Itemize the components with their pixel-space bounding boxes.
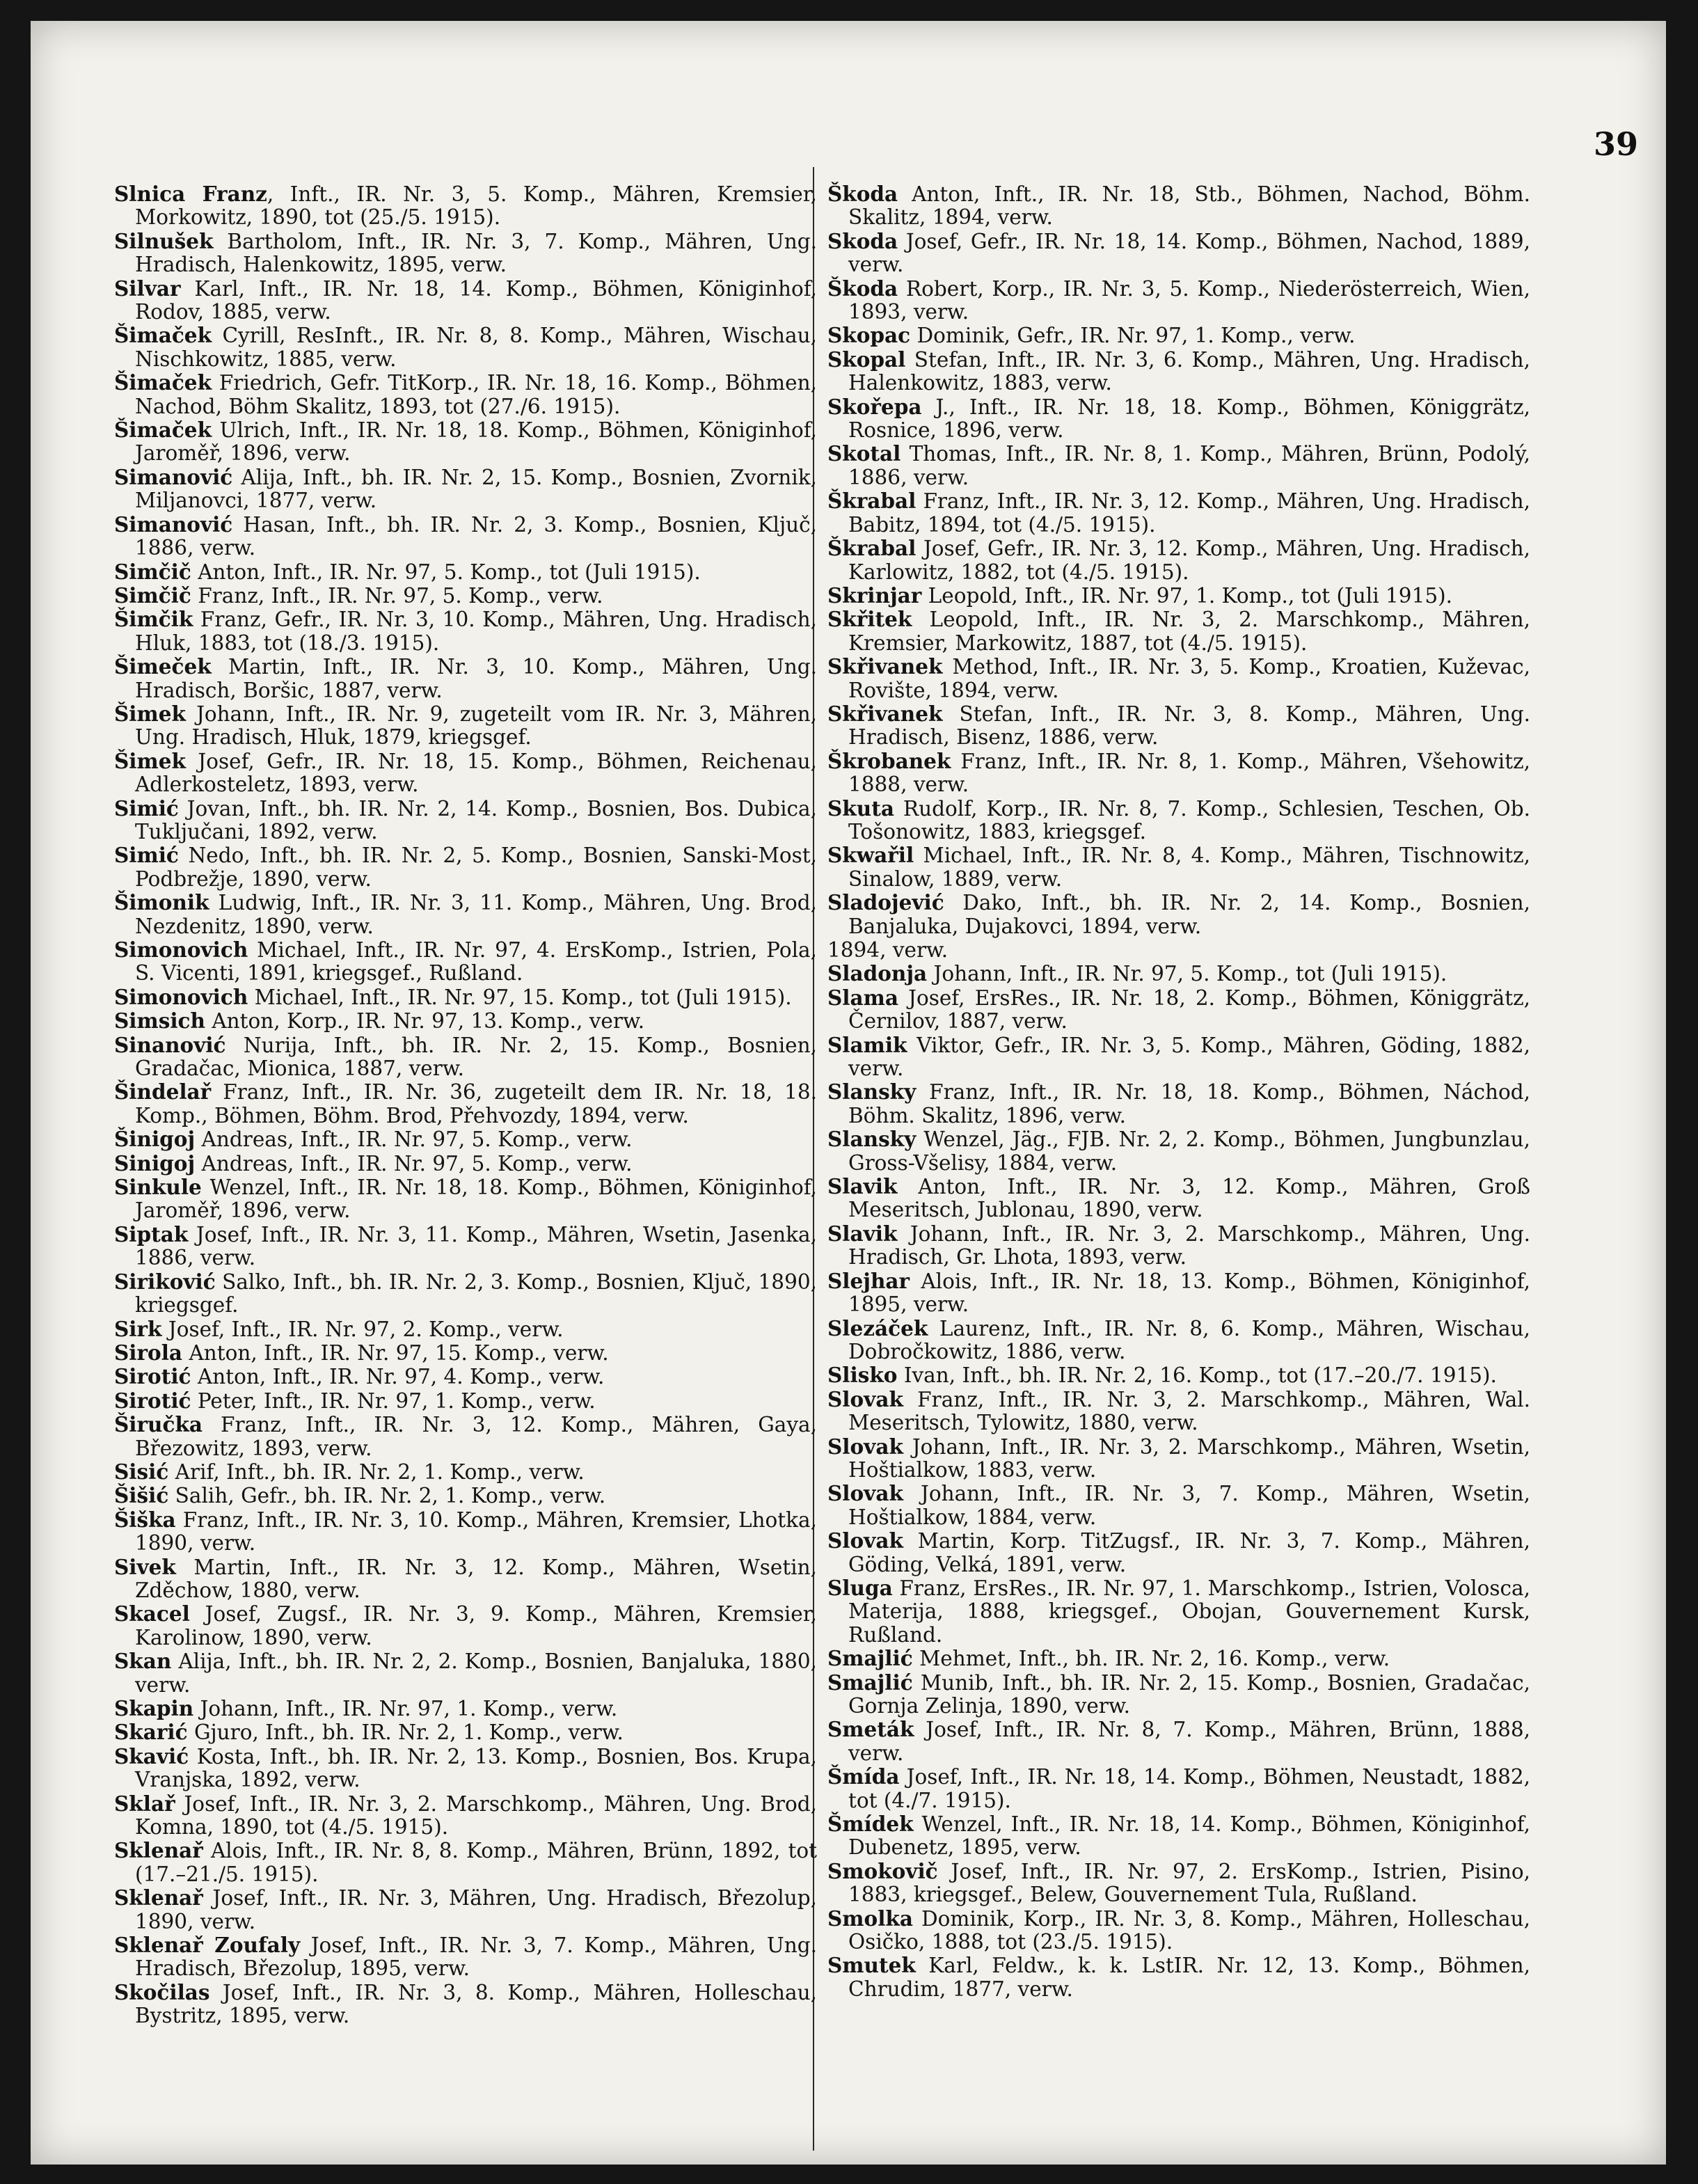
entry-surname: Šimeček <box>114 654 212 679</box>
register-entry <box>114 1034 817 1081</box>
entry-surname: Sirk <box>114 1316 162 1341</box>
entry-details: Johann, Inft., IR. Nr. 3, 7. Komp., Mähren, Wsetin, Hoštialkow, 1884, verw. <box>848 1482 1530 1529</box>
register-entry <box>827 1363 1530 1387</box>
register-entry <box>114 1792 817 1839</box>
register-entry <box>114 1317 817 1341</box>
entry-details: Hasan, Inft., bh. IR. Nr. 2, 3. Komp., Bosnien, Ključ, 1886, verw. <box>135 512 817 560</box>
register-entry <box>114 1886 817 1933</box>
register-entry <box>114 1152 817 1176</box>
entry-details: Johann, Inft., IR. Nr. 97, 1. Komp., verw. <box>193 1697 618 1720</box>
entry-surname: Slejhar <box>827 1268 910 1293</box>
entry-details: Salko, Inft., bh. IR. Nr. 2, 3. Komp., Bosnien, Ključ, 1890, kriegsgef. <box>135 1269 817 1317</box>
entry-surname: Skavić <box>114 1743 189 1768</box>
entry-surname: Sirotić <box>114 1388 191 1413</box>
entry-surname: Slovak <box>827 1434 903 1459</box>
register-entry <box>114 1508 817 1556</box>
entry-details: Arif, Inft., bh. IR. Nr. 2, 1. Komp., verw. <box>168 1459 585 1484</box>
entry-surname: Skwařil <box>827 843 914 868</box>
entry-details: Wenzel, Jäg., FJB. Nr. 2, 2. Komp., Böhmen, Jungbunzlau, Gross-Všelisy, 1884, verw. <box>848 1127 1530 1175</box>
register-entry <box>827 938 1530 962</box>
entry-details: Franz, Inft., IR. Nr. 97, 5. Komp., verw. <box>191 583 603 608</box>
register-entry <box>827 1954 1530 2001</box>
entry-surname: Slansky <box>827 1127 917 1152</box>
entry-details: Josef, Inft., IR. Nr. 8, 7. Komp., Mähren, Brünn, 1888, verw. <box>848 1718 1530 1765</box>
entry-details: Andreas, Inft., IR. Nr. 97, 5. Komp., verw. <box>195 1127 633 1152</box>
entry-details: Anton, Korp., IR. Nr. 97, 13. Komp., verw. <box>205 1009 645 1034</box>
register-entry <box>827 1034 1530 1081</box>
entry-details: Dominik, Korp., IR. Nr. 3, 8. Komp., Mähren, Holleschau, Osičko, 1888, tot (23./5. 1915). <box>848 1906 1530 1954</box>
entry-details: Rudolf, Korp., IR. Nr. 8, 7. Komp., Schlesien, Teschen, Ob. Tošonowitz, 1883, kriegsgef. <box>848 796 1530 844</box>
entry-details: Johann, Inft., IR. Nr. 97, 5. Komp., tot (Juli 1915). <box>927 962 1447 986</box>
register-entry <box>114 560 817 584</box>
entry-surname: Simić <box>114 843 179 868</box>
entry-surname: Šmída <box>827 1764 900 1789</box>
entry-surname: Skopac <box>827 323 911 348</box>
entry-details: Ivan, Inft., bh. IR. Nr. 2, 16. Komp., tot (17.–20./7. 1915). <box>897 1363 1497 1388</box>
entry-surname: Skan <box>114 1649 172 1674</box>
entry-surname: Skotal <box>827 441 901 466</box>
entry-surname: Šmídek <box>827 1812 914 1837</box>
entry-details: Johann, Inft., IR. Nr. 9, zugeteilt vom IR. Nr. 3, Mähren, Ung. Hradisch, Hluk, 1879, kriegsgef. <box>135 702 817 750</box>
entry-details: Karl, Inft., IR. Nr. 18, 14. Komp., Böhmen, Königinhof, Rodov, 1885, verw. <box>135 276 817 324</box>
entry-surname: Simčič <box>114 583 191 608</box>
entry-surname: Sluga <box>827 1575 893 1600</box>
register-entry <box>114 1460 817 1484</box>
entry-details: Jovan, Inft., bh. IR. Nr. 2, 14. Komp., Bosnien, Bos. Dubica, Tuključani, 1892, verw. <box>135 796 817 844</box>
entry-details: Josef, Gefr., IR. Nr. 18, 15. Komp., Böhmen, Reichenau, Adlerkosteletz, 1893, verw. <box>135 749 817 797</box>
register-entry <box>114 584 817 608</box>
register-entry <box>114 1365 817 1388</box>
entry-details: Alois, Inft., IR. Nr. 18, 13. Komp., Böhmen, Königinhof, 1895, verw. <box>848 1269 1530 1317</box>
register-entry <box>827 655 1530 702</box>
entry-details: Viktor, Gefr., IR. Nr. 3, 5. Komp., Mähren, Göding, 1882, verw. <box>848 1033 1530 1081</box>
entry-surname: Skoda <box>827 228 898 253</box>
register-entry <box>827 324 1530 347</box>
entry-details: Johann, Inft., IR. Nr. 3, 2. Marschkomp., Mähren, Wsetin, Hoštialkow, 1883, verw. <box>848 1434 1530 1482</box>
entry-surname: Skrinjar <box>827 583 922 608</box>
entry-details: Anton, Inft., IR. Nr. 97, 15. Komp., verw. <box>182 1340 609 1365</box>
entry-details: Josef, Inft., IR. Nr. 3, 7. Komp., Mähren, Ung. Hradisch, Březolup, 1895, verw. <box>135 1933 817 1981</box>
entry-details: J., Inft., IR. Nr. 18, 18. Komp., Böhmen, Königgrätz, Rosnice, 1896, verw. <box>848 395 1530 443</box>
register-entry <box>114 702 817 750</box>
entry-surname: Simić <box>114 796 179 821</box>
register-entry <box>827 797 1530 844</box>
register-entry <box>114 1602 817 1649</box>
entry-surname: Silnušek <box>114 228 214 253</box>
register-entry <box>114 1341 817 1365</box>
entry-details: Anton, Inft., IR. Nr. 18, Stb., Böhmen, Nachod, Böhm. Skalitz, 1894, verw. <box>848 182 1530 230</box>
register-entry <box>114 1981 817 2028</box>
register-entry <box>827 348 1530 395</box>
entry-details: Josef, ErsRes., IR. Nr. 18, 2. Komp., Böhmen, Königgrätz, Černilov, 1887, verw. <box>848 986 1530 1034</box>
entry-details: Josef, Gefr., IR. Nr. 18, 14. Komp., Böhmen, Nachod, 1889, verw. <box>848 229 1530 277</box>
entry-surname: Slisko <box>827 1363 898 1388</box>
entry-details: Josef, Inft., IR. Nr. 3, 11. Komp., Mähren, Wsetin, Jasenka, 1886, verw. <box>135 1222 817 1270</box>
register-entry <box>114 1556 817 1603</box>
register-entry <box>827 1388 1530 1435</box>
register-entry <box>114 371 817 418</box>
entry-surname: Silvar <box>114 276 181 301</box>
entry-details: Alija, Inft., bh. IR. Nr. 2, 15. Komp., Bosnien, Zvornik, Miljanovci, 1877, verw. <box>135 465 817 513</box>
register-entry <box>114 797 817 844</box>
entry-details: Josef, Inft., IR. Nr. 3, 8. Komp., Mähren, Holleschau, Bystritz, 1895, verw. <box>135 1980 817 2028</box>
entry-details: Franz, Inft., IR. Nr. 18, 18. Komp., Böhmen, Náchod, Böhm. Skalitz, 1896, verw. <box>848 1080 1530 1127</box>
entry-details: Michael, Inft., IR. Nr. 97, 4. ErsKomp., Istrien, Pola, S. Vicenti, 1891, kriegsgef., Rußland. <box>135 938 817 986</box>
entry-details: Gjuro, Inft., bh. IR. Nr. 2, 1. Komp., verw. <box>187 1720 624 1745</box>
entry-details: Franz, Inft., IR. Nr. 8, 1. Komp., Mähren, Všehowitz, 1888, verw. <box>848 749 1530 797</box>
entry-surname: Slamik <box>827 1032 907 1057</box>
register-entry <box>114 608 817 655</box>
entry-details: Josef, Inft., IR. Nr. 3, 2. Marschkomp., Mähren, Ung. Brod, Komna, 1890, tot (4./5. 1915). <box>135 1791 817 1839</box>
entry-details: Dako, Inft., bh. IR. Nr. 2, 14. Komp., Bosnien, Banjaluka, Dujakovci, 1894, verw. <box>848 891 1530 938</box>
register-entry <box>114 891 817 938</box>
entry-details: Wenzel, Inft., IR. Nr. 18, 18. Komp., Böhmen, Königinhof, Jaroměř, 1896, verw. <box>135 1176 817 1223</box>
entry-surname: Skapin <box>114 1696 194 1720</box>
register-entry <box>827 1907 1530 1954</box>
register-entry <box>114 1080 817 1127</box>
register-entry <box>827 1482 1530 1529</box>
register-entry <box>827 1317 1530 1364</box>
register-entry <box>827 1812 1530 1860</box>
register-entry <box>114 466 817 513</box>
register-entry <box>827 1269 1530 1317</box>
entry-surname: Simanović <box>114 512 233 537</box>
register-entry <box>827 891 1530 938</box>
entry-surname: Slezáček <box>827 1315 928 1340</box>
entry-surname: Škrabal <box>827 489 917 514</box>
entry-surname: Šindelař <box>114 1079 212 1105</box>
entry-surname: Simsich <box>114 1008 205 1034</box>
entry-surname: Skřivanek <box>827 701 943 726</box>
page-number: 39 <box>1593 125 1638 163</box>
entry-details: Alois, Inft., IR. Nr. 8, 8. Komp., Mähren, Brünn, 1892, tot (17.–21./5. 1915). <box>135 1839 817 1886</box>
register-entry <box>827 844 1530 891</box>
entry-details: Josef, Inft., IR. Nr. 18, 14. Komp., Böhmen, Neustadt, 1882, tot (4./7. 1915). <box>848 1765 1530 1812</box>
entry-surname: Sivek <box>114 1554 176 1579</box>
entry-details: Josef, Inft., IR. Nr. 97, 2. Komp., verw. <box>161 1317 564 1341</box>
entry-details: 1894, verw. <box>827 938 949 962</box>
entry-details: Anton, Inft., IR. Nr. 3, 12. Komp., Mähren, Groß Meseritsch, Jublonau, 1890, verw. <box>848 1175 1530 1222</box>
register-entry <box>114 1933 817 1981</box>
entry-details: Franz, Gefr., IR. Nr. 3, 10. Komp., Mähren, Ung. Hradisch, Hluk, 1883, tot (18./3. 1915). <box>135 608 817 655</box>
entry-details: Franz, Inft., IR. Nr. 3, 12. Komp., Mähren, Gaya, Březowitz, 1893, verw. <box>135 1413 817 1460</box>
entry-surname: Simčič <box>114 559 191 584</box>
entry-details: Nedo, Inft., bh. IR. Nr. 2, 5. Komp., Bosnien, Sanski-Most, Podbrežje, 1890, verw. <box>135 844 817 891</box>
entry-surname: Slnica Franz <box>114 182 267 206</box>
entry-surname: Slovak <box>827 1386 903 1411</box>
register-entry <box>114 986 817 1009</box>
entry-details: Josef, Gefr., IR. Nr. 3, 12. Komp., Mähren, Ung. Hradisch, Karlowitz, 1882, tot (4./5. 1915). <box>848 537 1530 584</box>
entry-surname: Sirotić <box>114 1364 191 1389</box>
register-entry <box>114 277 817 324</box>
document-page <box>31 21 1666 2165</box>
register-entry <box>114 1413 817 1460</box>
register-entry <box>114 230 817 277</box>
entry-surname: Škoda <box>827 276 898 301</box>
entry-details: Munib, Inft., bh. IR. Nr. 2, 15. Komp., Bosnien, Gradačac, Gornja Zelinja, 1890, verw. <box>848 1670 1530 1718</box>
entry-surname: Šimonik <box>114 890 209 915</box>
entry-surname: Slama <box>827 985 898 1010</box>
register-entry <box>114 655 817 702</box>
entry-surname: Skarić <box>114 1720 188 1745</box>
entry-details: Anton, Inft., IR. Nr. 97, 5. Komp., tot (Juli 1915). <box>191 560 701 584</box>
register-entry <box>827 1765 1530 1812</box>
entry-surname: Slavik <box>827 1221 898 1246</box>
entry-surname: Sladojević <box>827 890 944 915</box>
entry-details: Bartholom, Inft., IR. Nr. 3, 7. Komp., Mähren, Ung. Hradisch, Halenkowitz, 1895, verw. <box>135 229 817 277</box>
register-entry <box>114 1839 817 1886</box>
register-entry <box>114 1720 817 1744</box>
entry-surname: Škrabal <box>827 536 917 561</box>
entry-surname: Smutek <box>827 1953 916 1978</box>
entry-details: Leopold, Inft., IR. Nr. 97, 1. Komp., tot (Juli 1915). <box>921 583 1452 608</box>
entry-surname: Siptak <box>114 1221 189 1247</box>
entry-details: Ulrich, Inft., IR. Nr. 18, 18. Komp., Böhmen, Königinhof, Jaroměř, 1896, verw. <box>135 418 817 466</box>
register-entry <box>827 395 1530 443</box>
entry-surname: Škrobanek <box>827 748 951 773</box>
register-entry <box>114 1649 817 1697</box>
register-entry <box>114 1484 817 1508</box>
entry-surname: Simonovich <box>114 984 248 1009</box>
entry-surname: Sinigoj <box>114 1150 196 1176</box>
register-entry <box>827 702 1530 750</box>
entry-surname: Šimaček <box>114 418 212 443</box>
entry-surname: Šimaček <box>114 323 212 348</box>
entry-details: Method, Inft., IR. Nr. 3, 5. Komp., Kroatien, Kuževac, Rovište, 1894, verw. <box>848 655 1530 702</box>
entry-surname: Skuta <box>827 796 894 821</box>
entry-surname: Skřivanek <box>827 654 943 679</box>
register-entry <box>114 938 817 986</box>
entry-surname: Sirola <box>114 1340 183 1365</box>
entry-details: Salih, Gefr., bh. IR. Nr. 2, 1. Komp., verw. <box>168 1484 606 1508</box>
entry-details: Alija, Inft., bh. IR. Nr. 2, 2. Komp., Bosnien, Banjaluka, 1880, verw. <box>135 1649 817 1697</box>
entry-details: , Inft., IR. Nr. 3, 5. Komp., Mähren, Kremsier, Morkowitz, 1890, tot (25./5. 1915). <box>135 182 817 230</box>
entry-surname: Smajlić <box>827 1670 913 1695</box>
entry-details: Karl, Feldw., k. k. LstIR. Nr. 12, 13. Komp., Böhmen, Chrudim, 1877, verw. <box>848 1954 1530 2001</box>
entry-details: Franz, ErsRes., IR. Nr. 97, 1. Marschkomp., Istrien, Volosca, Materija, 1888, kriegsgef., Obojan, Gouvernement Kursk, Rußland. <box>848 1576 1530 1647</box>
entry-details: Franz, Inft., IR. Nr. 3, 10. Komp., Mähren, Kremsier, Lhotka, 1890, verw. <box>135 1508 817 1556</box>
entry-surname: Sklenař <box>114 1838 203 1863</box>
left-column <box>114 182 817 2028</box>
register-entry <box>827 962 1530 986</box>
entry-surname: Simanović <box>114 464 233 489</box>
register-entry <box>114 1009 817 1033</box>
register-entry <box>114 1223 817 1270</box>
register-entry <box>827 1080 1530 1127</box>
entry-details: Stefan, Inft., IR. Nr. 3, 8. Komp., Mähren, Ung. Hradisch, Bisenz, 1886, verw. <box>848 702 1530 750</box>
entry-surname: Smokovič <box>827 1858 938 1883</box>
register-entry <box>827 1718 1530 1765</box>
entry-surname: Šimek <box>114 701 186 726</box>
entry-surname: Sklenař Zoufaly <box>114 1933 301 1958</box>
register-entry <box>827 1435 1530 1482</box>
entry-details: Ludwig, Inft., IR. Nr. 3, 11. Komp., Mähren, Ung. Brod, Nezdenitz, 1890, verw. <box>135 891 817 938</box>
entry-surname: Skočilas <box>114 1979 210 2004</box>
register-entry <box>827 1671 1530 1718</box>
entry-details: Robert, Korp., IR. Nr. 3, 5. Komp., Niederösterreich, Wien, 1893, verw. <box>848 276 1530 324</box>
register-entry <box>827 608 1530 655</box>
entry-details: Martin, Korp. TitZugsf., IR. Nr. 3, 7. Komp., Mähren, Göding, Velká, 1891, verw. <box>848 1529 1530 1576</box>
entry-surname: Šimčik <box>114 607 193 632</box>
entry-surname: Smolka <box>827 1906 913 1931</box>
register-entry <box>827 1647 1530 1670</box>
entry-surname: Šišić <box>114 1483 169 1508</box>
entry-details: Franz, Inft., IR. Nr. 36, zugeteilt dem IR. Nr. 18, 18. Komp., Böhmen, Böhm. Brod, Přehvozdy, 1894, verw. <box>135 1080 817 1127</box>
register-entry <box>827 537 1530 584</box>
register-entry <box>114 182 817 230</box>
entry-surname: Škoda <box>827 182 898 206</box>
entry-details: Dominik, Gefr., IR. Nr. 97, 1. Komp., verw. <box>910 324 1356 348</box>
register-entry <box>114 513 817 560</box>
register-entry <box>827 986 1530 1034</box>
entry-details: Franz, Inft., IR. Nr. 3, 2. Marschkomp., Mähren, Wal. Meseritsch, Tylowitz, 1880, verw. <box>848 1387 1530 1435</box>
register-entry <box>827 182 1530 230</box>
entry-details: Cyrill, ResInft., IR. Nr. 8, 8. Komp., Mähren, Wischau, Nischkowitz, 1885, verw. <box>135 324 817 371</box>
right-column <box>827 182 1530 2001</box>
entry-surname: Sinanović <box>114 1032 226 1057</box>
entry-details: Josef, Inft., IR. Nr. 97, 2. ErsKomp., Istrien, Pisino, 1883, kriegsgef., Belew, Gouvernement Tula, Rußland. <box>848 1859 1530 1907</box>
entry-surname: Smeták <box>827 1717 914 1742</box>
entry-details: Peter, Inft., IR. Nr. 97, 1. Komp., verw. <box>191 1388 596 1413</box>
entry-details: Friedrich, Gefr. TitKorp., IR. Nr. 18, 16. Komp., Böhmen, Nachod, Böhm Skalitz, 1893, tot (27./6. 1915). <box>135 371 817 418</box>
register-entry <box>114 418 817 466</box>
register-entry <box>114 1697 817 1720</box>
register-entry <box>114 1389 817 1413</box>
entry-surname: Skacel <box>114 1601 190 1627</box>
entry-details: Nurija, Inft., bh. IR. Nr. 2, 15. Komp., Bosnien, Gradačac, Mionica, 1887, verw. <box>135 1033 817 1081</box>
register-entry <box>827 230 1530 277</box>
entry-surname: Sinkule <box>114 1175 202 1200</box>
entry-surname: Slovak <box>827 1528 903 1553</box>
entry-details: Michael, Inft., IR. Nr. 97, 15. Komp., tot (Juli 1915). <box>248 985 792 1009</box>
entry-surname: Simonovich <box>114 937 248 962</box>
entry-surname: Sklař <box>114 1791 175 1816</box>
entry-surname: Šinigoj <box>114 1127 196 1152</box>
register-entry <box>114 1176 817 1223</box>
entry-surname: Slovak <box>827 1481 903 1506</box>
register-entry <box>114 750 817 797</box>
entry-details: Josef, Inft., IR. Nr. 3, Mähren, Ung. Hradisch, Březolup, 1890, verw. <box>135 1886 817 1933</box>
register-entry <box>114 1127 817 1151</box>
entry-surname: Siriković <box>114 1269 216 1294</box>
entry-details: Leopold, Inft., IR. Nr. 3, 2. Marschkomp., Mähren, Kremsier, Markowitz, 1887, tot (4./5. 1915). <box>848 608 1530 655</box>
entry-surname: Slansky <box>827 1079 917 1105</box>
register-entry <box>114 844 817 891</box>
entry-details: Martin, Inft., IR. Nr. 3, 10. Komp., Mähren, Ung. Hradisch, Boršic, 1887, verw. <box>135 655 817 702</box>
entry-details: Michael, Inft., IR. Nr. 8, 4. Komp., Mähren, Tischnowitz, Sinalow, 1889, verw. <box>848 844 1530 891</box>
register-entry <box>114 1745 817 1792</box>
entry-surname: Širučka <box>114 1412 203 1437</box>
entry-details: Wenzel, Inft., IR. Nr. 18, 14. Komp., Böhmen, Königinhof, Dubenetz, 1895, verw. <box>848 1812 1530 1860</box>
register-entry <box>827 489 1530 537</box>
entry-details: Johann, Inft., IR. Nr. 3, 2. Marschkomp., Mähren, Ung. Hradisch, Gr. Lhota, 1893, verw. <box>848 1221 1530 1269</box>
entry-surname: Skořepa <box>827 394 922 419</box>
entry-surname: Slavik <box>827 1174 898 1199</box>
entry-surname: Šimek <box>114 748 186 773</box>
register-entry <box>827 750 1530 797</box>
entry-details: Mehmet, Inft., bh. IR. Nr. 2, 16. Komp., verw. <box>912 1647 1390 1671</box>
register-entry <box>827 584 1530 608</box>
entry-details: Kosta, Inft., bh. IR. Nr. 2, 13. Komp., Bosnien, Bos. Krupa, Vranjska, 1892, verw. <box>135 1744 817 1792</box>
entry-details: Thomas, Inft., IR. Nr. 8, 1. Komp., Mähren, Brünn, Podolý, 1886, verw. <box>848 442 1530 489</box>
register-entry <box>827 1576 1530 1647</box>
entry-surname: Šiška <box>114 1507 176 1532</box>
entry-details: Franz, Inft., IR. Nr. 3, 12. Komp., Mähren, Ung. Hradisch, Babitz, 1894, tot (4./5. 1915). <box>848 489 1530 537</box>
entry-surname: Sisić <box>114 1459 169 1484</box>
entry-surname: Sladonja <box>827 961 928 986</box>
register-entry <box>114 324 817 371</box>
entry-details: Laurenz, Inft., IR. Nr. 8, 6. Komp., Mähren, Wischau, Dobročkowitz, 1886, verw. <box>848 1316 1530 1363</box>
entry-surname: Šimaček <box>114 370 212 395</box>
register-entry <box>827 277 1530 324</box>
register-entry <box>827 1860 1530 1907</box>
entry-details: Stefan, Inft., IR. Nr. 3, 6. Komp., Mähren, Ung. Hradisch, Halenkowitz, 1883, verw. <box>848 347 1530 395</box>
register-entry <box>114 1270 817 1317</box>
register-entry <box>827 1222 1530 1269</box>
entry-surname: Skopal <box>827 347 906 372</box>
entry-surname: Smajlić <box>827 1646 913 1671</box>
register-entry <box>827 1529 1530 1576</box>
entry-surname: Skřitek <box>827 607 912 632</box>
entry-details: Anton, Inft., IR. Nr. 97, 4. Komp., verw. <box>191 1365 605 1389</box>
entry-details: Josef, Zugsf., IR. Nr. 3, 9. Komp., Mähren, Kremsier, Karolinow, 1890, verw. <box>135 1602 817 1649</box>
register-entry <box>827 1175 1530 1222</box>
register-entry <box>827 442 1530 489</box>
register-entry <box>827 1127 1530 1175</box>
entry-details: Martin, Inft., IR. Nr. 3, 12. Komp., Mähren, Wsetin, Zděchow, 1880, verw. <box>135 1555 817 1602</box>
entry-surname: Sklenař <box>114 1885 203 1910</box>
entry-details: Andreas, Inft., IR. Nr. 97, 5. Komp., verw. <box>195 1151 633 1176</box>
